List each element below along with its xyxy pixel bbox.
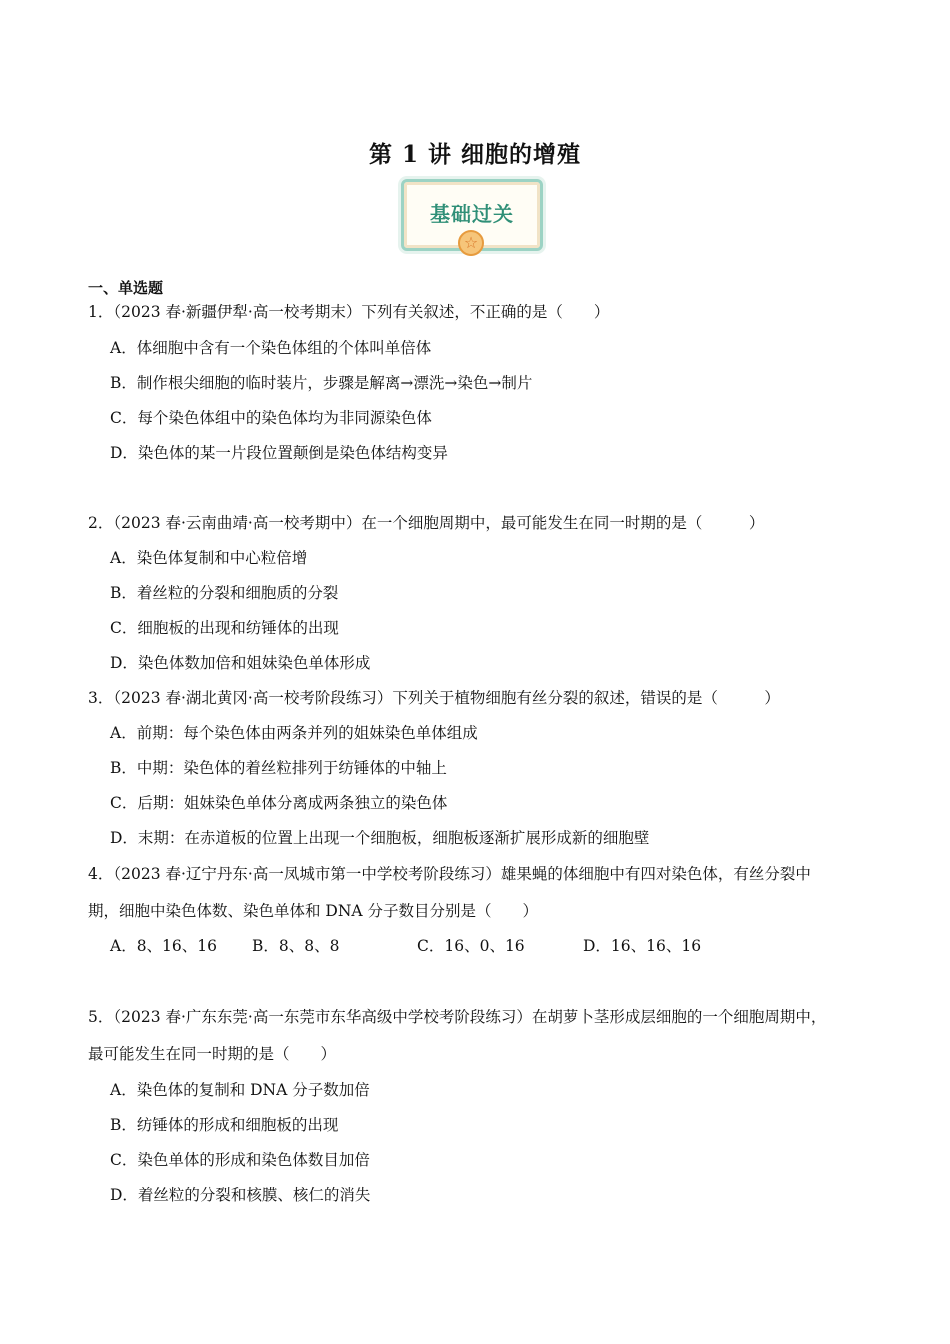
section-heading: 一、单选题: [88, 279, 164, 297]
question-5-option-b: B．纺锤体的形成和细胞板的出现: [110, 1116, 339, 1134]
page-title: 第 1 讲 细胞的增殖: [368, 141, 582, 168]
section-badge: [401, 179, 543, 251]
question-2-option-c: C．细胞板的出现和纺锤体的出现: [110, 619, 339, 637]
question-2-option-a: A．染色体复制和中心粒倍增: [110, 549, 308, 567]
question-1-option-a: A．体细胞中含有一个染色体组的个体叫单倍体: [110, 339, 432, 357]
question-2-stem: 2．（2023 春·云南曲靖·高一校考期中）在一个细胞周期中，最可能发生在同一时期的是（ ）: [88, 514, 765, 532]
star-icon: ☆: [458, 230, 484, 256]
badge-label: 基础过关: [430, 202, 514, 226]
question-4-option-d: D．16、16、16: [583, 937, 702, 955]
question-2-option-d: D．染色体数加倍和姐妹染色单体形成: [110, 654, 371, 672]
question-1-stem: 1．（2023 春·新疆伊犁·高一校考期末）下列有关叙述，不正确的是（ ）: [88, 303, 610, 321]
question-5-option-a: A．染色体的复制和 DNA 分子数加倍: [110, 1081, 370, 1099]
question-3-option-a: A．前期：每个染色体由两条并列的姐妹染色单体组成: [110, 724, 478, 742]
question-3-stem: 3．（2023 春·湖北黄冈·高一校考阶段练习）下列关于植物细胞有丝分裂的叙述，错误的是（ ）: [88, 689, 780, 707]
question-4-option-c: C．16、0、16: [417, 937, 525, 955]
question-3-option-c: C．后期：姐妹染色单体分离成两条独立的染色体: [110, 794, 448, 812]
question-3-option-d: D．末期：在赤道板的位置上出现一个细胞板，细胞板逐渐扩展形成新的细胞壁: [110, 829, 650, 847]
question-5-option-d: D．着丝粒的分裂和核膜、核仁的消失: [110, 1186, 371, 1204]
question-1-option-b: B．制作根尖细胞的临时装片，步骤是解离→漂洗→染色→制片: [110, 374, 533, 392]
question-3-option-b: B．中期：染色体的着丝粒排列于纺锤体的中轴上: [110, 759, 447, 777]
question-2-option-b: B．着丝粒的分裂和细胞质的分裂: [110, 584, 339, 602]
question-4-option-b: B．8、8、8: [252, 937, 340, 955]
question-4-stem-line-1: 4．（2023 春·辽宁丹东·高一凤城市第一中学校考阶段练习）雄果蝇的体细胞中有四对染色体，有丝分裂中: [88, 865, 811, 883]
question-4-stem-line-2: 期，细胞中染色体数、染色单体和 DNA 分子数目分别是（ ）: [88, 902, 539, 920]
question-5-option-c: C．染色单体的形成和染色体数目加倍: [110, 1151, 370, 1169]
question-1-option-c: C．每个染色体组中的染色体均为非同源染色体: [110, 409, 432, 427]
question-1-option-d: D．染色体的某一片段位置颠倒是染色体结构变异: [110, 444, 448, 462]
question-5-stem-line-1: 5．（2023 春·广东东莞·高一东莞市东华高级中学校考阶段练习）在胡萝卜茎形成层细胞的一个细胞周期中，: [88, 1008, 827, 1026]
question-5-stem-line-2: 最可能发生在同一时期的是（ ）: [88, 1045, 337, 1063]
question-4-option-a: A．8、16、16: [110, 937, 218, 955]
